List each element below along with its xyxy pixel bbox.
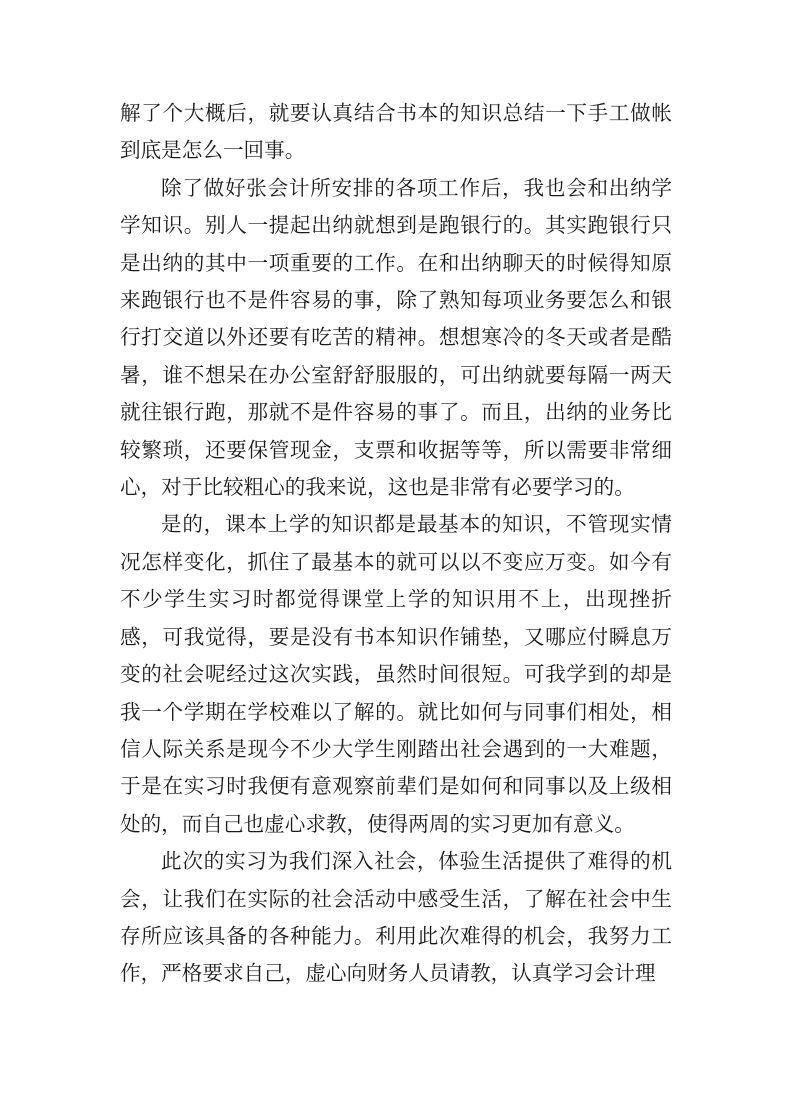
paragraph-internship-summary: 此次的实习为我们深入社会，体验生活提供了难得的机会，让我们在实际的社会活动中感受生活，了解在社会中生存所应该具备的各种能力。利用此次难得的机会，我努力工作，严格要求自己，虚心向财务人员请教，认真学习会计理	[120, 849, 672, 986]
paragraph-continuation: 解了个大概后，就要认真结合书本的知识总结一下手工做帐到底是怎么一回事。	[120, 101, 672, 163]
paragraph-textbook-knowledge: 是的，课本上学的知识都是最基本的知识，不管现实情况怎样变化，抓住了最基本的就可以以不变应万变。如今有不少学生实习时都觉得课堂上学的知识用不上，出现挫折感，可我觉得，要是没有书本知识作铺垫，又哪应付瞬息万变的社会呢经过这次实践，虽然时间很短。可我学到的却是我一个学期在学校难以了解的。就比如何与同事们相处，相信人际关系是现今不少大学生刚踏出社会遇到的一大难题，于是在实习时我便有意观察前辈们是如何和同事以及上级相处的，而自己也虚心求教，使得两周的实习更加有意义。	[120, 512, 672, 836]
paragraph-cashier: 除了做好张会计所安排的各项工作后，我也会和出纳学学知识。别人一提起出纳就想到是跑银行的。其实跑银行只是出纳的其中一项重要的工作。在和出纳聊天的时候得知原来跑银行也不是件容易的事，除了熟知每项业务要怎么和银行打交道以外还要有吃苦的精神。想想寒冷的冬天或者是酷暑，谁不想呆在办公室舒舒服服的，可出纳就要每隔一两天就往银行跑，那就不是件容易的事了。而且，出纳的业务比较繁琐，还要保管现金，支票和收据等等，所以需要非常细心，对于比较粗心的我来说，这也是非常有必要学习的。	[120, 175, 672, 500]
document-body	[120, 95, 672, 993]
